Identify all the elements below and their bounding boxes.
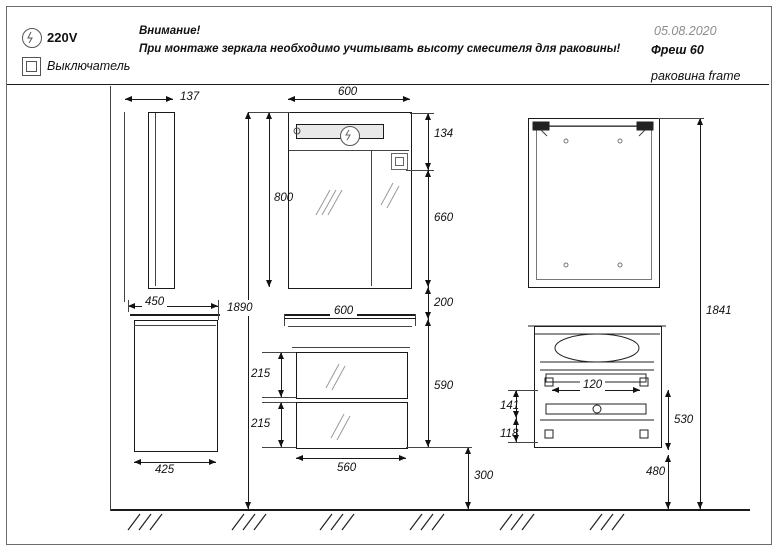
dim-1890: 1890	[227, 302, 253, 314]
warning-title: Внимание!	[139, 25, 201, 37]
dim-215b: 215	[251, 418, 271, 430]
dim-800: 800	[274, 192, 294, 204]
dim-530: 530	[674, 414, 694, 426]
dim-1841: 1841	[706, 305, 732, 317]
warning-text: При монтаже зеркала необходимо учитывать высоту смесителя для раковины!	[139, 43, 621, 55]
model-name: Фреш 60	[651, 43, 704, 57]
voltage-label: 220V	[47, 30, 78, 45]
dim-141: 141	[500, 400, 520, 412]
dim-450: 450	[142, 296, 167, 308]
dim-560: 560	[334, 462, 359, 474]
dim-300: 300	[474, 470, 494, 482]
dim-600-vanity: 600	[330, 305, 357, 317]
dim-134: 134	[434, 128, 454, 140]
dim-590: 590	[434, 380, 454, 392]
dim-425: 425	[152, 464, 177, 476]
dim-215a: 215	[251, 368, 271, 380]
dim-600-mirror: 600	[334, 86, 361, 98]
dim-200: 200	[434, 297, 454, 309]
dim-137: 137	[180, 91, 200, 103]
switch-label: Выключатель	[47, 59, 131, 73]
sink-type: раковина frame	[651, 69, 741, 83]
dim-480: 480	[646, 466, 666, 478]
dim-118: 118	[500, 428, 519, 440]
drawing-date: 05.08.2020	[654, 24, 717, 38]
dim-660: 660	[434, 212, 454, 224]
dim-120: 120	[580, 379, 605, 391]
ref-line-left	[110, 86, 111, 511]
